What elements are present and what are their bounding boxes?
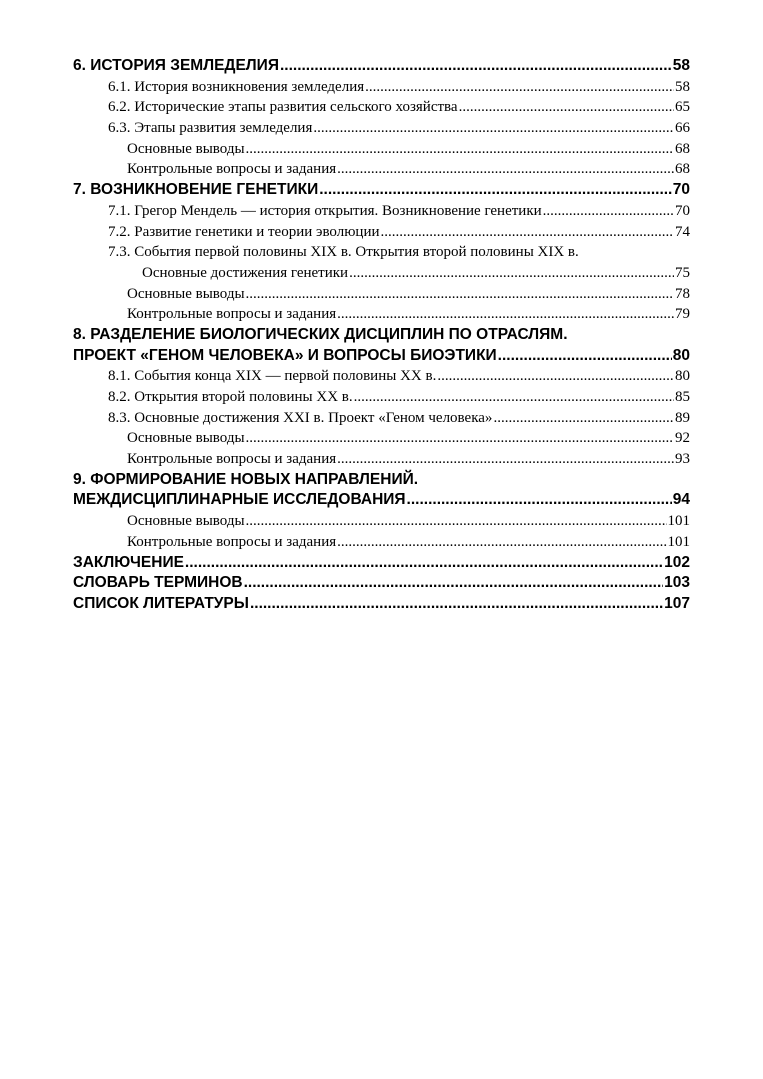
toc-entry-page-number: 80 [675,368,690,385]
toc-entry-page-number: 70 [672,181,690,199]
dot-leader [337,532,666,553]
toc-entry [73,159,690,180]
toc-entry-label: Контрольные вопросы и задания [127,533,337,550]
toc-entry [73,97,690,118]
toc-entry-page-number: 102 [664,553,690,571]
toc-entry-page-number: 68 [675,140,690,157]
toc-entry-label: СПИСОК ЛИТЕРАТУРЫ [73,594,249,612]
toc-entry-label: 7. ВОЗНИКНОВЕНИЕ ГЕНЕТИКИ [73,181,319,199]
dot-leader [437,366,674,387]
toc-entry-label: Основные выводы [127,285,245,302]
toc-entry [73,139,690,160]
toc-entry-label: 8.3. Основные достижения XXI в. Проект «Геном человека» [108,409,493,426]
dot-leader [246,139,674,160]
toc-entry [73,77,690,98]
toc-entry-page-number: 74 [675,223,690,240]
toc-entry [73,263,690,284]
toc-entry [73,118,690,139]
toc-entry-label: 8.1. События конца XIX — первой половины XX в. [108,368,437,385]
dot-leader [459,97,674,118]
toc-entry [73,408,690,429]
toc-entry-label: Контрольные вопросы и задания [127,161,337,178]
toc-entry [73,428,690,449]
toc-entry [73,325,690,346]
toc-entry-page-number: 58 [672,57,690,74]
toc-entry-label: 8.2. Открытия второй половины XX в. [108,389,353,405]
toc-entry-label: Контрольные вопросы и задания [127,306,337,323]
toc-entry-page-number: 65 [675,99,690,116]
toc-entry-label: Основные выводы [127,430,245,447]
toc-entry-page-number: 93 [675,451,690,468]
dot-leader [498,346,672,367]
toc-entry [73,284,690,305]
toc-entry-page-number: 89 [675,409,690,426]
dot-leader [246,284,674,305]
toc-entry-page-number: 92 [675,430,690,447]
dot-leader [365,77,674,98]
toc-entry-page-number: 80 [672,346,690,364]
toc-entry-page-number: 94 [672,491,690,509]
toc-entry-label: СЛОВАРЬ ТЕРМИНОВ [73,574,243,592]
toc-entry-label: ПРОЕКТ «ГЕНОМ ЧЕЛОВЕКА» И ВОПРОСЫ БИОЭТИКИ [73,346,497,364]
toc-entry [73,553,690,574]
dot-leader [280,56,672,77]
toc-entry-page-number: 107 [664,594,690,612]
toc-entry-page-number: 58 [675,78,690,95]
toc-entry-page-number: 78 [675,285,690,302]
toc-entry-page-number: 66 [675,120,690,137]
toc-entry [73,532,690,553]
toc-entry-label: Основные выводы [127,140,245,157]
dot-leader [493,408,674,429]
dot-leader [543,201,674,222]
toc-entry-label: 7.2. Развитие генетики и теории эволюции [108,223,380,240]
dot-leader [349,263,674,284]
toc-entry [73,242,690,263]
toc-entry-label: 7.1. Грегор Мендель — история открытия. Возникновение генетики [108,202,542,219]
toc-entry [73,387,690,408]
dot-leader [313,118,674,139]
dot-leader [185,553,663,574]
toc-entry-page-number: 101 [667,513,690,530]
dot-leader [244,573,664,594]
dot-leader [407,490,672,511]
toc-entry-page-number: 101 [667,533,690,550]
dot-leader [250,594,663,615]
dot-leader [381,222,674,243]
toc-entry-page-number: 103 [664,574,690,592]
toc-entry-page-number: 75 [675,264,690,281]
toc-entry [73,490,690,511]
toc-entry [73,180,690,201]
toc-entry [73,511,690,532]
toc-entry-page-number: 79 [675,306,690,323]
toc-entry-label: 6. ИСТОРИЯ ЗЕМЛЕДЕЛИЯ [73,57,279,74]
toc-entry [73,222,690,243]
toc-entry [73,594,690,615]
toc-entry-label: 6.3. Этапы развития земледелия [108,120,313,137]
toc-entry-page-number: 70 [675,202,690,219]
dot-leader [337,449,674,470]
toc-entry [73,449,690,470]
dot-leader [337,304,674,325]
dot-leader [246,511,667,532]
table-of-contents [73,56,690,615]
toc-entry-label: 6.1. История возникновения земледелия [108,78,365,95]
dot-leader [354,387,674,408]
toc-entry-label: Основные достижения генетики [142,264,349,281]
toc-entry [73,304,690,325]
toc-entry-label: 7.3. События первой половины XIX в. Открытия второй половины XIX в. [108,244,579,261]
toc-entry-label: 8. РАЗДЕЛЕНИЕ БИОЛОГИЧЕСКИХ ДИСЦИПЛИН ПО ОТРАСЛЯМ. [73,325,568,343]
toc-entry [73,56,690,77]
toc-entry-label: ЗАКЛЮЧЕНИЕ [73,553,184,571]
toc-entry-page-number: 68 [675,161,690,178]
dot-leader [337,159,674,180]
toc-entry-page-number: 85 [675,389,690,405]
toc-entry-label: МЕЖДИСЦИПЛИНАРНЫЕ ИССЛЕДОВАНИЯ [73,491,406,509]
dot-leader [246,428,674,449]
toc-entry [73,470,690,491]
toc-entry-label: Контрольные вопросы и задания [127,451,337,468]
toc-entry [73,201,690,222]
toc-entry-label: 6.2. Исторические этапы развития сельского хозяйства [108,99,458,116]
toc-entry-label: 9. ФОРМИРОВАНИЕ НОВЫХ НАПРАВЛЕНИЙ. [73,470,419,488]
toc-entry-label: Основные выводы [127,513,245,530]
toc-entry [73,366,690,387]
toc-entry [73,346,690,367]
toc-entry [73,573,690,594]
dot-leader [319,180,672,201]
